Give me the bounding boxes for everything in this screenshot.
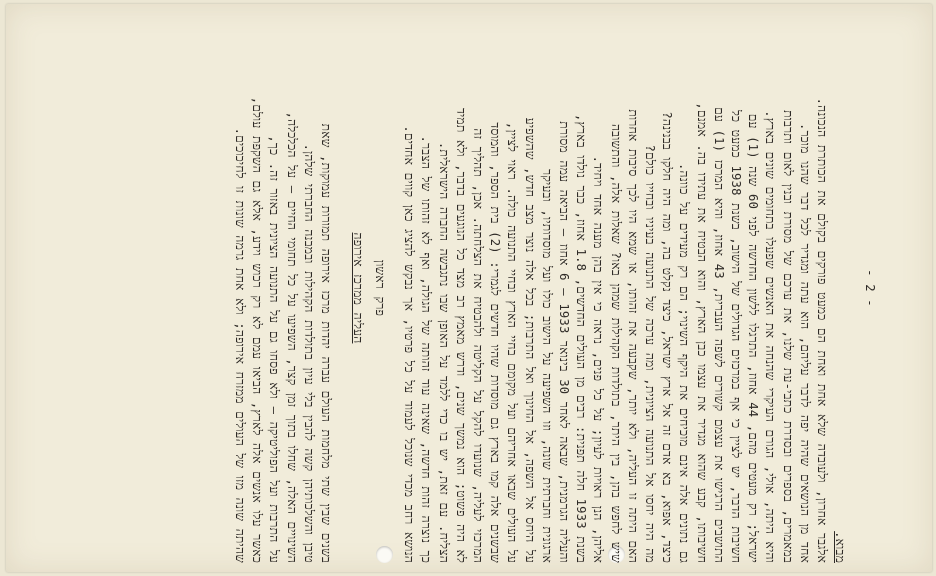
body-line: חשיבות הדבר, יש לציין כי אף במרכזים הגדולים של הישוב, בשנת 1938 כמעט כל	[729, 110, 743, 563]
chapter-subheading: העליה ממרכז אירופה	[351, 232, 365, 344]
body-line: אחד מן הנושאים שהיה יפה לדבר עליהם, הוא עתה ומגדיר לכל דבר שהנו מוכר.	[797, 123, 812, 563]
body-line: במאמרים, בספרים ובסדרת כתבי-עת שלנו, את ערכם של מסורת ובנין לאום ותרבות	[780, 110, 795, 563]
section-title-text: מבוא.	[833, 531, 847, 563]
chapter-line: על התרבות ועל הפוליטיקה – ולא פסחו גם על התנועה הציונית באזור זה. כך,	[267, 135, 282, 563]
body-line: והיא היתה, אולי, הגורם העיקרי שהנחה את האנשים שפעלו בתחומים שונים בארץ.	[763, 110, 778, 563]
body-line: הצליח. עם זאת, יש בו כדי ללמד על האופן שבו נתגבשה החברה הישראלית.	[436, 141, 451, 563]
body-line: חשיבותו, קבע שהוא מגדיר את עצמו כבן הארץ, והוא הבטיח את עתידו בה. אמנם,	[694, 102, 709, 563]
section-title	[832, 13, 848, 563]
body-line: כיצד, אפוא, בא אדם זה אל ארץ ישראל, כיצד נקלט בה, ומה היה חלקו בבנינה?	[660, 111, 675, 563]
body-line: ישראל; רק מעטים מהם, 44 אחוז, התרגלו ללשון החדשה לפני 60 שנה (1) עם	[746, 113, 761, 563]
body-line: שיש לחפש בהן, בין היתר, בתולדות הקהילות שמהן באו? שאלות אלה, והתשובה	[608, 123, 623, 563]
body-line: הנושא רחב מכדי שנוכל לעמוד על כל פרטיו, אך נבקש להציג כאן קווים אחדים.	[402, 125, 417, 563]
chapter-line: השינויים האלה, שחלו בתוך זמן קצר, השפיעו על כל תחומי החיים – על הכלכלה,	[284, 111, 299, 563]
body-line: על היחס אל השפה, אל החינוך ואל התרבות; בכל אלה נוצר מצב חדש, שהשפיע	[522, 117, 537, 563]
body-line: והעליה הגרמנית, שבאה לאחר 30 בינואר 1933 – 6 אחוז – הביאה עמה מסורת	[557, 121, 571, 563]
body-line: האם היתה זו העליה, ולא יותר, שקבעה את זהותו, או שמא היו לכך סיבות אחרות	[625, 109, 640, 563]
chapter-line: כאשר עלו אנשים אלה לארץ, הביאו עמם לא רק רכוש וידע, אלא גם השקפת עולם,	[250, 96, 265, 563]
page-number: - 2 -	[863, 269, 877, 307]
body-line: המרכזי לעליה, שנועדו להקל על הקליטה ולהבטיח את הצלחתה. אכן, תהליך זה	[471, 128, 485, 563]
body-line: מה היה יחסו אל התנועה הציונית, ומה ערכה של התנועה בעיניו ובחייו כולם?	[643, 144, 657, 563]
body-line: בשנת 1933 חלה תפנית: רבים מן העולים החדשים, 1.8 אחוז, כבר נולדו בארץ,	[574, 113, 589, 563]
body-line: שבשנים אלה קמו בארץ גם מוסדות שהיו חדשים לגמרי: (2) בית הספר, והמוסד	[488, 122, 503, 563]
body-line: לא היה פשוט; הוא נמשך שנים, ודרש מאמץ רב מצד כל הנוגעים בדבר, ולא תמיד	[453, 107, 468, 563]
chapter-line: שהיתה שונה מזו של העולים ממזרח אירופה; ולא אחת גרמה שונות זו לחיכוכים.	[233, 127, 247, 563]
body-line: כך נוצרה זהות חדשה, שאינה עוד זהותה של הגולה, ואף לא זהותו של הצבר.	[419, 135, 434, 563]
body-line: אליהן, הנן ראויות לעיון; על כל פנים, נראה כי אין בהן מענה אחד ויחיד.	[591, 155, 606, 563]
body-line: גם נתונים אלה אינם מוכיחים את היקף השינוי; הם רק מעידים על כוונה.	[677, 162, 692, 563]
body-line: אלגבר אחרון, ולעובדה שלא אחת ואחת הם כמעט פורקים בקולם את הכותרת הנכונה.	[815, 97, 829, 563]
body-line: על העולים שבאו אחריהם ועל מקומם בחיי הארץ ובחיי התנועה כולה. ראוי לציין,	[505, 121, 520, 563]
body-line: התושבים הרגישו את עצמם קשורים לשפה העברית, 43 אחוז, והיא המרכז (1) עם	[711, 107, 726, 563]
body-line: ארגונית וחברתית שונה, וזו השפיעה על הישוב כולו ועל מוסדותיו, ובעיקר	[539, 169, 554, 563]
chapter-line: בשנים שבין שתי מלחמות העולם עברה יהדות מרכז אירופה תמורות עמוקות, שאת	[319, 123, 333, 563]
rotated-typescript	[28, 13, 908, 563]
chapter-line: טיבן והשלכותיהן קשה להבין בלי עיון בתולדות הקהילות ובמבנה החברתי שלהן.	[301, 143, 316, 563]
chapter-heading: פרק ראשון	[373, 259, 387, 317]
